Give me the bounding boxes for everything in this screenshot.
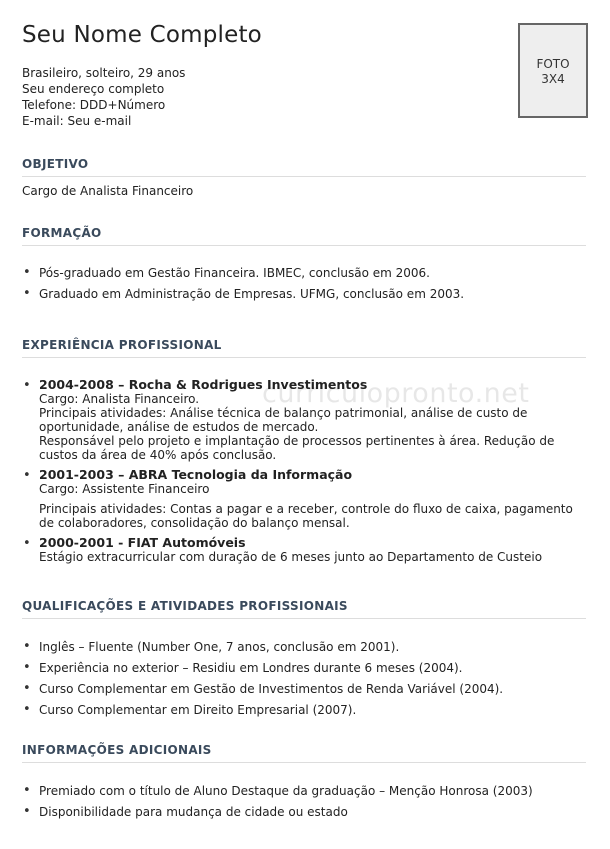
photo-label: FOTO <box>536 57 570 71</box>
job-entry <box>22 536 582 564</box>
section-title-adicionais: INFORMAÇÕES ADICIONAIS <box>22 743 586 763</box>
section-title-experiencia: EXPERIÊNCIA PROFISSIONAL <box>22 338 586 358</box>
personal-info <box>22 65 185 129</box>
photo-size: 3X4 <box>541 72 565 86</box>
watermark: curriculopronto.net <box>262 378 530 409</box>
objective-text: Cargo de Analista Financeiro <box>22 184 194 198</box>
job-heading: • 2001-2003 – ABRA Tecnologia da Informação <box>39 467 353 482</box>
list-item: • Disponibilidade para mudança de cidade ou estado <box>22 805 582 819</box>
photo-placeholder <box>518 23 588 118</box>
section-title-objetivo: OBJETIVO <box>22 157 586 177</box>
education-list <box>22 266 582 308</box>
job-entry <box>22 378 582 462</box>
info-phone: Telefone: DDD+Número <box>22 98 166 112</box>
list-item: • Experiência no exterior – Residiu em Londres durante 6 meses (2004). <box>22 661 582 675</box>
info-email: E-mail: Seu e-mail <box>22 114 132 128</box>
job-activities: Principais atividades: Contas a pagar e a receber, controle do fluxo de caixa, pagamento de colaboradores, consolidação do balanço mensal. <box>39 502 573 530</box>
list-item: • Curso Complementar em Direito Empresarial (2007). <box>22 703 582 717</box>
job-responsibility: Responsável pelo projeto e implantação de processos pertinentes à área. Redução de custos da área de 40% após conclusão. <box>39 434 555 462</box>
list-item: • Premiado com o título de Aluno Destaque da graduação – Menção Honrosa (2003) <box>22 784 582 798</box>
qualifications-list <box>22 640 582 724</box>
experience-list <box>22 378 582 570</box>
section-title-qualificacoes: QUALIFICAÇÕES E ATIVIDADES PROFISSIONAIS <box>22 599 586 619</box>
info-nationality: Brasileiro, solteiro, 29 anos <box>22 66 186 80</box>
job-description: Estágio extracurricular com duração de 6 meses junto ao Departamento de Custeio <box>39 550 543 564</box>
job-heading: • 2004-2008 – Rocha & Rodrigues Investimentos <box>39 377 368 392</box>
info-address: Seu endereço completo <box>22 82 165 96</box>
job-role: Cargo: Assistente Financeiro <box>39 482 210 496</box>
list-item: • Curso Complementar em Gestão de Investimentos de Renda Variável (2004). <box>22 682 582 696</box>
list-item: • Inglês – Fluente (Number One, 7 anos, conclusão em 2001). <box>22 640 582 654</box>
job-activities: Principais atividades: Análise técnica de balanço patrimonial, análise de custo de oportunidade, análise de estudos de mercado. <box>39 406 528 434</box>
job-entry <box>22 468 582 530</box>
list-item: • Pós-graduado em Gestão Financeira. IBMEC, conclusão em 2006. <box>22 266 582 280</box>
full-name: Seu Nome Completo <box>22 22 262 48</box>
job-role: Cargo: Analista Financeiro. <box>39 392 200 406</box>
list-item: • Graduado em Administração de Empresas. UFMG, conclusão em 2003. <box>22 287 582 301</box>
section-title-formacao: FORMAÇÃO <box>22 226 586 246</box>
job-heading: • 2000-2001 - FIAT Automóveis <box>39 535 246 550</box>
additional-info-list <box>22 784 582 826</box>
